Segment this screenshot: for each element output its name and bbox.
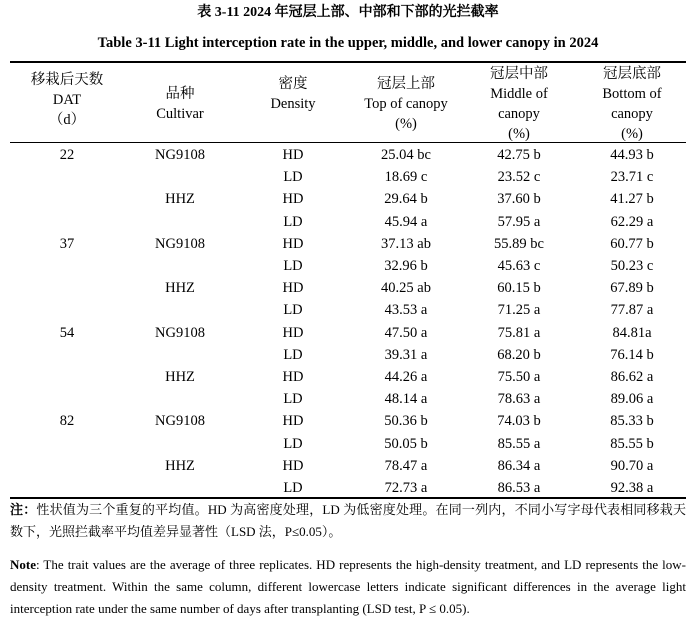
header-top-line: 冠层上部: [377, 76, 435, 92]
middle-canopy-cell: 75.81 a: [497, 324, 541, 341]
cultivar-cell: [125, 211, 235, 233]
bottom-canopy-cell: 77.87 a: [610, 302, 654, 319]
note-cn-label: 注：: [10, 502, 37, 517]
middle-canopy-cell: 68.20 b: [497, 346, 541, 363]
cultivar-cell: [125, 433, 235, 455]
middle-canopy-cell: 23.52 c: [497, 169, 541, 186]
header-bottom: [578, 64, 686, 144]
cultivar-cell: HHZ: [165, 191, 195, 208]
density-cell: HD: [282, 413, 304, 430]
density-cell: LD: [283, 391, 303, 408]
bottom-canopy-cell: 85.33 b: [610, 413, 654, 430]
top-canopy-cell: 44.26 a: [384, 369, 428, 385]
note-cn-text: 性状值为三个重复的平均值。HD 为高密度处理，LD 为低密度处理。在同一列内，不同小写字母代表相同移栽天数下，光照拦截率平均值差异显著性（LSD 法，P≤0.05）。: [10, 502, 686, 539]
header-dat: [22, 70, 112, 130]
header-density-line: Density: [270, 96, 316, 112]
density-cell: LD: [283, 435, 303, 452]
bottom-canopy-cell: 50.23 c: [610, 258, 654, 274]
bottom-canopy-cell: 92.38 a: [610, 480, 654, 496]
table-top-rule: [10, 61, 686, 63]
top-canopy-cell: 47.50 a: [384, 324, 428, 341]
bottom-canopy-cell: 90.70 a: [610, 457, 654, 474]
density-cell: HD: [282, 191, 304, 208]
top-canopy-cell: 29.64 b: [384, 191, 428, 208]
bottom-canopy-cell: 76.14 b: [610, 346, 654, 363]
header-bottom-line: canopy: [611, 106, 653, 122]
dat-cell: [22, 344, 112, 366]
note-en: [10, 554, 686, 620]
cultivar-cell: HHZ: [165, 457, 195, 474]
top-canopy-cell: 72.73 a: [384, 480, 428, 496]
middle-canopy-cell: 57.95 a: [497, 213, 541, 230]
density-cell: HD: [282, 324, 304, 341]
dat-cell: [22, 477, 112, 499]
top-canopy-cell: 43.53 a: [384, 302, 428, 319]
top-canopy-cell: 50.05 b: [384, 435, 428, 452]
cultivar-cell: [125, 344, 235, 366]
header-dat-line: DAT: [52, 92, 82, 108]
bottom-canopy-cell: 41.27 b: [610, 191, 654, 208]
middle-canopy-cell: 42.75 b: [497, 147, 541, 163]
dat-cell: [22, 277, 112, 299]
header-bottom-line: Bottom of: [602, 86, 662, 102]
header-density-line: 密度: [278, 76, 308, 92]
note-en-label: Note: [10, 557, 36, 572]
cultivar-cell: NG9108: [155, 324, 205, 341]
middle-canopy-cell: 86.53 a: [497, 480, 541, 496]
header-density: [243, 74, 343, 114]
bottom-canopy-cell: 23.71 c: [610, 169, 654, 186]
middle-canopy-cell: 75.50 a: [497, 369, 541, 385]
header-cultivar-line: 品种: [165, 86, 195, 102]
top-canopy-cell: 18.69 c: [384, 169, 428, 186]
top-canopy-cell: 45.94 a: [384, 213, 428, 230]
dat-cell: [22, 455, 112, 477]
dat-cell: [22, 299, 112, 321]
dat-cell: [22, 188, 112, 210]
bottom-canopy-cell: 84.81a: [612, 324, 652, 341]
density-cell: LD: [283, 302, 303, 319]
cultivar-cell: [125, 388, 235, 410]
cultivar-cell: NG9108: [155, 235, 205, 252]
dat-cell: [22, 388, 112, 410]
header-cultivar: [125, 84, 235, 124]
cultivar-cell: HHZ: [165, 369, 195, 385]
header-top-line: (%): [395, 116, 417, 132]
header-middle-line: canopy: [498, 106, 540, 122]
header-bottom-line: 冠层底部: [603, 66, 661, 82]
header-top: [352, 74, 460, 134]
middle-canopy-cell: 74.03 b: [497, 413, 541, 430]
density-cell: HD: [282, 147, 304, 163]
dat-cell: [22, 166, 112, 188]
dat-cell: [22, 433, 112, 455]
cultivar-cell: HHZ: [165, 280, 195, 297]
density-cell: LD: [283, 169, 303, 186]
middle-canopy-cell: 45.63 c: [497, 258, 541, 274]
table-title-en: Table 3-11 Light interception rate in the upper, middle, and lower canopy in 2024: [97, 35, 599, 51]
bottom-canopy-cell: 89.06 a: [610, 391, 654, 408]
cultivar-cell: [125, 166, 235, 188]
top-canopy-cell: 37.13 ab: [381, 235, 431, 252]
dat-cell: [22, 255, 112, 277]
header-dat-line: （d）: [48, 112, 86, 128]
top-canopy-cell: 48.14 a: [384, 391, 428, 408]
density-cell: LD: [283, 346, 303, 363]
header-dat-line: 移栽后天数: [30, 72, 104, 88]
bottom-canopy-cell: 60.77 b: [610, 235, 654, 252]
middle-canopy-cell: 37.60 b: [497, 191, 541, 208]
top-canopy-cell: 32.96 b: [384, 258, 428, 274]
dat-cell: 37: [59, 235, 75, 252]
cultivar-cell: [125, 299, 235, 321]
header-middle-line: (%): [508, 126, 530, 142]
bottom-canopy-cell: 44.93 b: [610, 147, 654, 163]
middle-canopy-cell: 86.34 a: [497, 457, 541, 474]
note-cn: [10, 499, 686, 543]
top-canopy-cell: 78.47 a: [384, 457, 428, 474]
bottom-canopy-cell: 85.55 b: [610, 435, 654, 452]
middle-canopy-cell: 85.55 a: [497, 435, 541, 452]
dat-cell: [22, 211, 112, 233]
bottom-canopy-cell: 62.29 a: [610, 213, 654, 230]
bottom-canopy-cell: 86.62 a: [610, 369, 654, 385]
top-canopy-cell: 50.36 b: [384, 413, 428, 430]
header-bottom-rule: [10, 142, 686, 143]
cultivar-cell: NG9108: [155, 147, 205, 163]
dat-cell: 22: [59, 147, 75, 163]
dat-cell: 82: [59, 413, 75, 430]
top-canopy-cell: 40.25 ab: [381, 280, 431, 297]
cultivar-cell: [125, 477, 235, 499]
top-canopy-cell: 39.31 a: [384, 346, 428, 363]
density-cell: LD: [283, 258, 303, 274]
table-title-cn: 表 3-11 2024 年冠层上部、中部和下部的光拦截率: [197, 5, 499, 20]
middle-canopy-cell: 71.25 a: [497, 302, 541, 319]
density-cell: HD: [282, 235, 304, 252]
density-cell: LD: [283, 480, 303, 496]
header-cultivar-line: Cultivar: [156, 106, 204, 122]
middle-canopy-cell: 55.89 bc: [494, 235, 544, 252]
density-cell: HD: [282, 457, 304, 474]
header-middle-line: 冠层中部: [490, 66, 548, 82]
top-canopy-cell: 25.04 bc: [381, 147, 431, 163]
dat-cell: [22, 366, 112, 388]
bottom-canopy-cell: 67.89 b: [610, 280, 654, 297]
cultivar-cell: NG9108: [155, 413, 205, 430]
density-cell: HD: [282, 280, 304, 297]
density-cell: LD: [283, 213, 303, 230]
middle-canopy-cell: 60.15 b: [497, 280, 541, 297]
header-top-line: Top of canopy: [364, 96, 448, 112]
header-bottom-line: (%): [621, 126, 643, 142]
density-cell: HD: [282, 369, 304, 385]
header-middle: [465, 64, 573, 144]
note-en-text: : The trait values are the average of three replicates. HD represents the high-density treatment, and LD represents the low-density treatment. Within the same column, different lowercase letters indicate significant differences in the average light interception rate under the same number of days after transplanting (LSD test, P ≤ 0.05).: [10, 557, 686, 616]
dat-cell: 54: [59, 324, 75, 341]
header-middle-line: Middle of: [490, 86, 548, 102]
cultivar-cell: [125, 255, 235, 277]
middle-canopy-cell: 78.63 a: [497, 391, 541, 408]
